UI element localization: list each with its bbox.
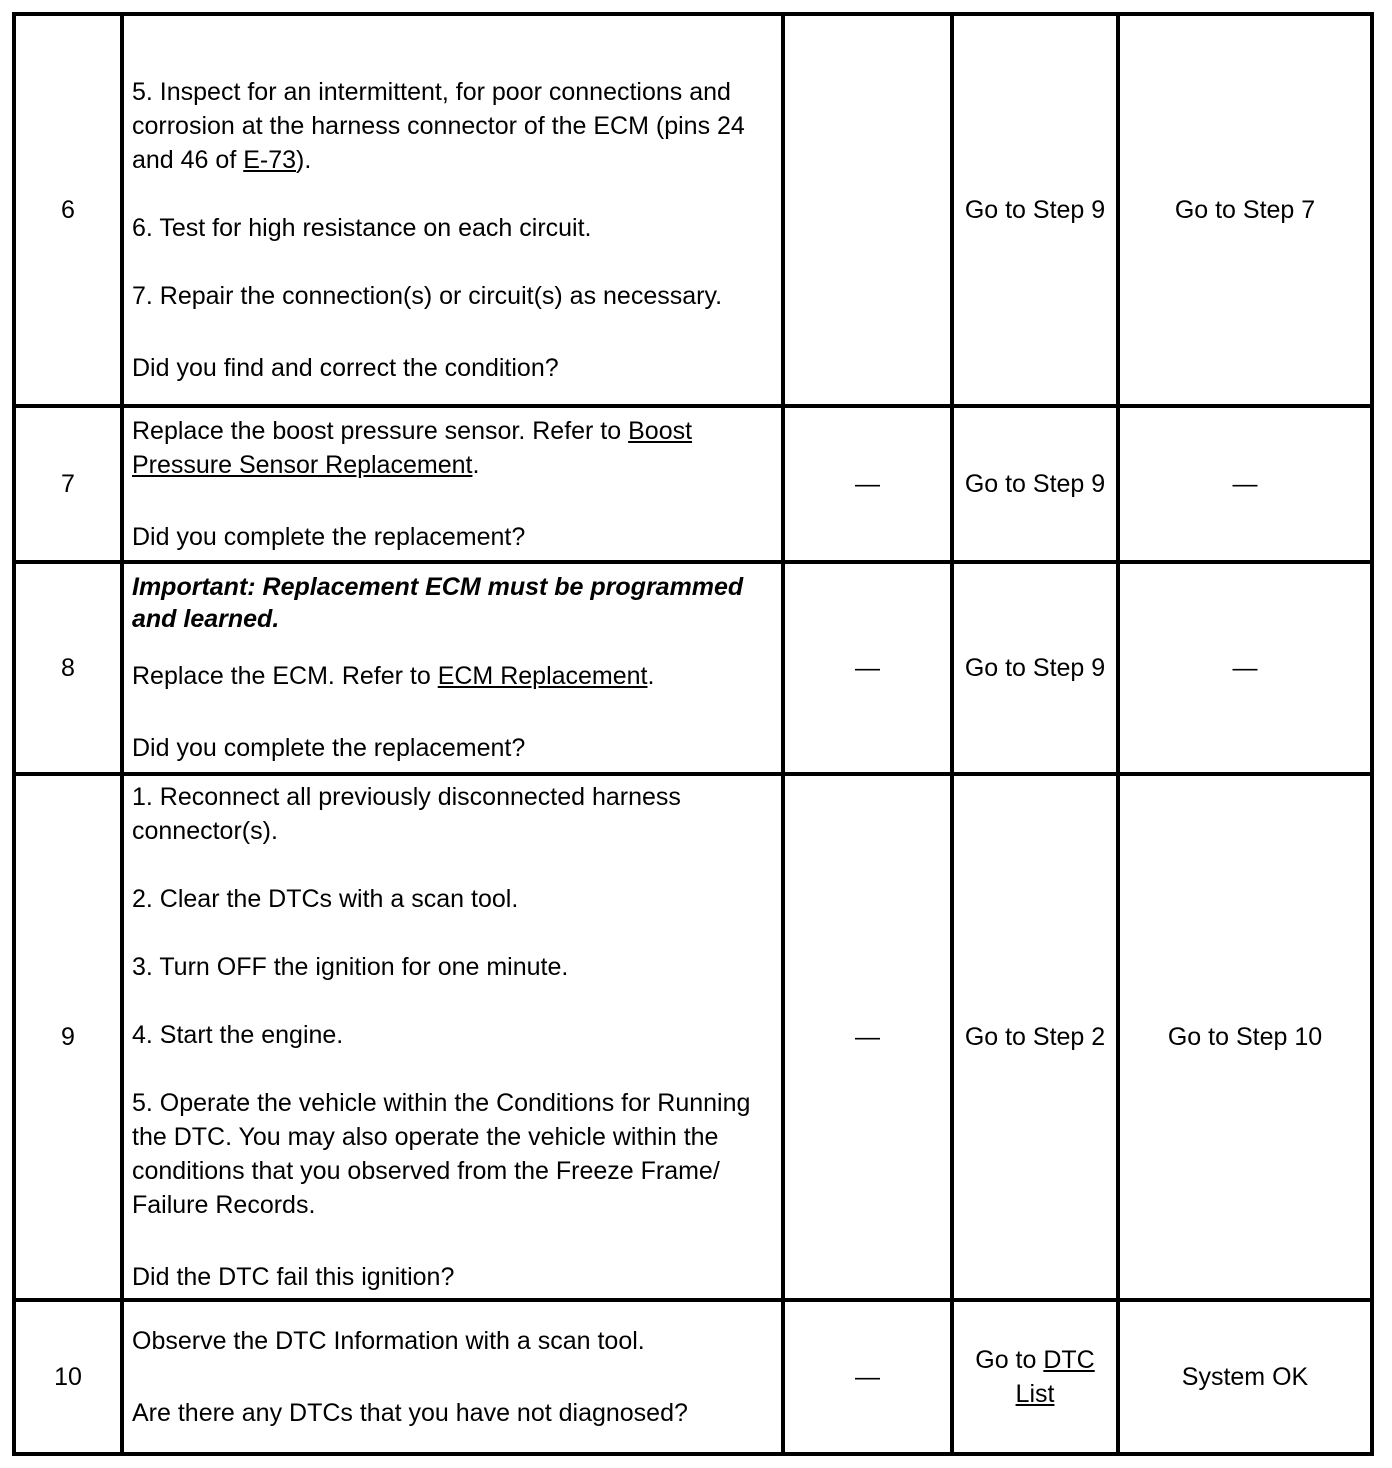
question-text: Did you find and correct the condition? [132, 354, 559, 382]
yes-action: Go to Step 9 [952, 406, 1118, 562]
e73-link[interactable]: E-73 [243, 146, 297, 174]
value-cell: — [783, 1300, 952, 1454]
step-number: 10 [14, 1300, 122, 1454]
no-action: System OK [1118, 1300, 1372, 1454]
no-action: Go to Step 7 [1118, 14, 1372, 406]
action-cell [122, 14, 783, 406]
important-note: Important: Replacement ECM must be programmed and learned. [132, 573, 744, 633]
action-cell [122, 774, 783, 1300]
table-row-step-9 [14, 774, 1372, 1300]
action-text: 6. Test for high resistance on each circuit. [132, 214, 592, 242]
action-text: 5. Operate the vehicle within the Conditions for Running the DTC. You may also operate the vehicle within the conditions that you observed from the Freeze Frame/ Failure Records. [132, 1089, 751, 1219]
question-text: Did you complete the replacement? [132, 734, 526, 762]
yes-action: Go to Step 9 [952, 562, 1118, 774]
table-row-step-6 [14, 14, 1372, 406]
action-text: 7. Repair the connection(s) or circuit(s) as necessary. [132, 282, 723, 310]
action-cell [122, 406, 783, 562]
yes-action: Go to Step 9 [952, 14, 1118, 406]
step-number: 7 [14, 406, 122, 562]
no-action: — [1118, 562, 1372, 774]
action-cell [122, 1300, 783, 1454]
value-cell: — [783, 406, 952, 562]
dtc-list-link[interactable]: DTC List [1015, 1346, 1095, 1408]
table-row-step-7 [14, 406, 1372, 562]
no-action: Go to Step 10 [1118, 774, 1372, 1300]
action-text: Observe the DTC Information with a scan tool. [132, 1327, 645, 1355]
ecm-replacement-link[interactable]: ECM Replacement [437, 662, 648, 690]
question-text: Are there any DTCs that you have not diagnosed? [132, 1399, 688, 1427]
table-row-step-10 [14, 1300, 1372, 1454]
step-number: 9 [14, 774, 122, 1300]
value-cell [783, 14, 952, 406]
yes-action: Go to Step 2 [952, 774, 1118, 1300]
action-text: 3. Turn OFF the ignition for one minute. [132, 953, 569, 981]
question-text: Did the DTC fail this ignition? [132, 1263, 455, 1291]
step-number: 8 [14, 562, 122, 774]
diagnostic-steps-table [12, 12, 1374, 1456]
no-action: — [1118, 406, 1372, 562]
action-text: 5. Inspect for an intermittent, for poor connections and corrosion at the harness connector of the ECM (pins 24 and 46 of E-73). [132, 78, 745, 174]
action-text: Replace the boost pressure sensor. Refer to Boost Pressure Sensor Replacement. [132, 417, 693, 479]
action-text: 2. Clear the DTCs with a scan tool. [132, 885, 519, 913]
value-cell: — [783, 774, 952, 1300]
action-text: 1. Reconnect all previously disconnected harness connector(s). [132, 783, 681, 845]
boost-pressure-sensor-replacement-link[interactable]: Boost Pressure Sensor Replacement [132, 417, 693, 479]
value-cell: — [783, 562, 952, 774]
step-number: 6 [14, 14, 122, 406]
action-cell [122, 562, 783, 774]
yes-action: Go to DTC List [952, 1300, 1118, 1454]
action-text: 4. Start the engine. [132, 1021, 344, 1049]
table-row-step-8 [14, 562, 1372, 774]
question-text: Did you complete the replacement? [132, 523, 526, 551]
action-text: Replace the ECM. Refer to ECM Replacement. [132, 662, 655, 690]
